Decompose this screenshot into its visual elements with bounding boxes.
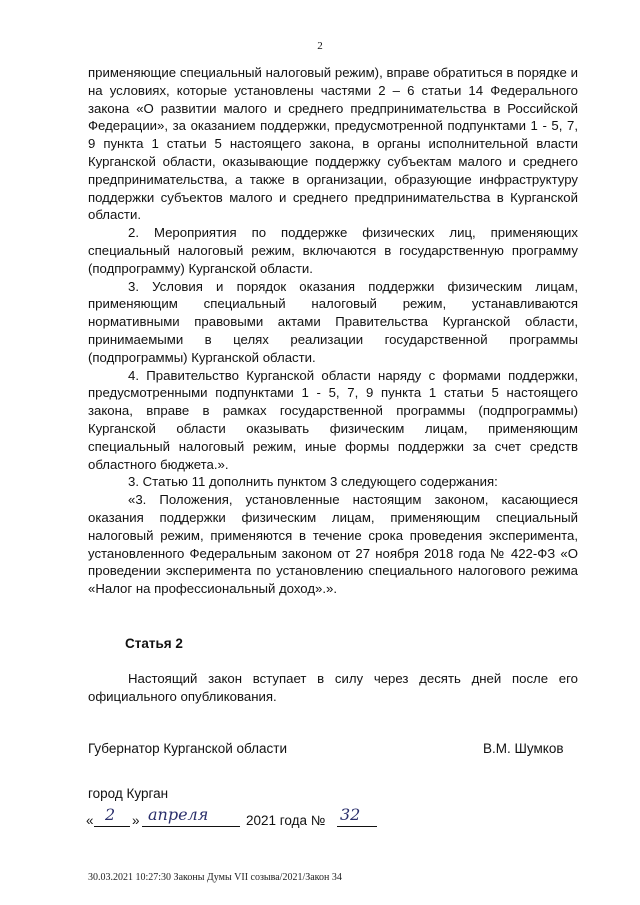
number-underline xyxy=(337,826,377,827)
city-line: город Курган xyxy=(88,786,169,801)
close-quote: » xyxy=(132,813,140,828)
page-number: 2 xyxy=(317,40,323,52)
signatory-title: Губернатор Курганской области xyxy=(88,741,288,756)
handwritten-number: 32 xyxy=(340,805,361,824)
paragraph-continuation: применяющие специальный налоговый режим), вправе обратиться в порядке и на условиях, которые установлены частями 2 – 6 статьи 14 Федерального закона «О развитии малого и среднего предпринимательства в Российской Федерации», за оказанием поддержки, предусмотренной подпунктами 1 - 5, 7, 9 пункта 1 статьи 5 настоящего закона, в органы исполнительной власти Курганской области, оказывающие поддержку субъектам малого и среднего предпринимательства, а также в организации, образующие инфраструктуру поддержки субъектов малого и среднего предпринимательства в Курганской области. xyxy=(88,65,578,223)
document-footer: 30.03.2021 10:27:30 Законы Думы VII созыва/2021/Закон 34 xyxy=(88,872,342,883)
day-underline xyxy=(94,826,130,827)
handwritten-month: апреля xyxy=(148,805,209,824)
article-2-text: Настоящий закон вступает в силу через десять дней после его официального опубликования. xyxy=(88,671,578,704)
article-2-heading: Статья 2 xyxy=(125,636,183,651)
paragraph-amendment-article-11: 3. Статью 11 дополнить пунктом 3 следующего содержания: xyxy=(128,474,498,490)
law-body xyxy=(88,64,578,598)
signatory-name: В.М. Шумков xyxy=(483,741,564,756)
year-and-number-label: 2021 года № xyxy=(246,813,326,828)
month-underline xyxy=(142,826,240,827)
paragraph-item-4: 4. Правительство Курганской области наряду с формами поддержки, предусмотренными подпунктами 1 - 5, 7, 9 пункта 1 статьи 5 настоящего закона, вправе в рамках государственной программы (подпрограммы) Курганской области оказывать физическим лицам, применяющим специальный налоговый режим, иные формы поддержки за счет средств областного бюджета.». xyxy=(88,367,578,472)
paragraph-item-2: 2. Мероприятия по поддержке физических лиц, применяющих специальный налоговый режим, включаются в государственную программу (подпрограмму) Курганской области. xyxy=(88,225,578,276)
paragraph-new-point-3: «3. Положения, установленные настоящим законом, касающиеся оказания поддержки физическим лицам, применяющим специальный налоговый режим, применяются в течение срока проведения эксперимента, установленного Федеральным законом от 27 ноября 2018 года № 422-ФЗ «О проведении эксперимента по установлению специального налогового режима «Налог на профессиональный доход».». xyxy=(88,492,578,597)
paragraph-item-3: 3. Условия и порядок оказания поддержки физическим лицам, применяющим специальный налоговый режим, устанавливаются нормативными правовыми актами Правительства Курганской области, принимаемыми в целях реализации государственной программы (подпрограммы) Курганской области. xyxy=(88,278,578,365)
open-quote: « xyxy=(86,813,94,828)
handwritten-day: 2 xyxy=(105,805,116,824)
date-number-line xyxy=(86,805,406,830)
